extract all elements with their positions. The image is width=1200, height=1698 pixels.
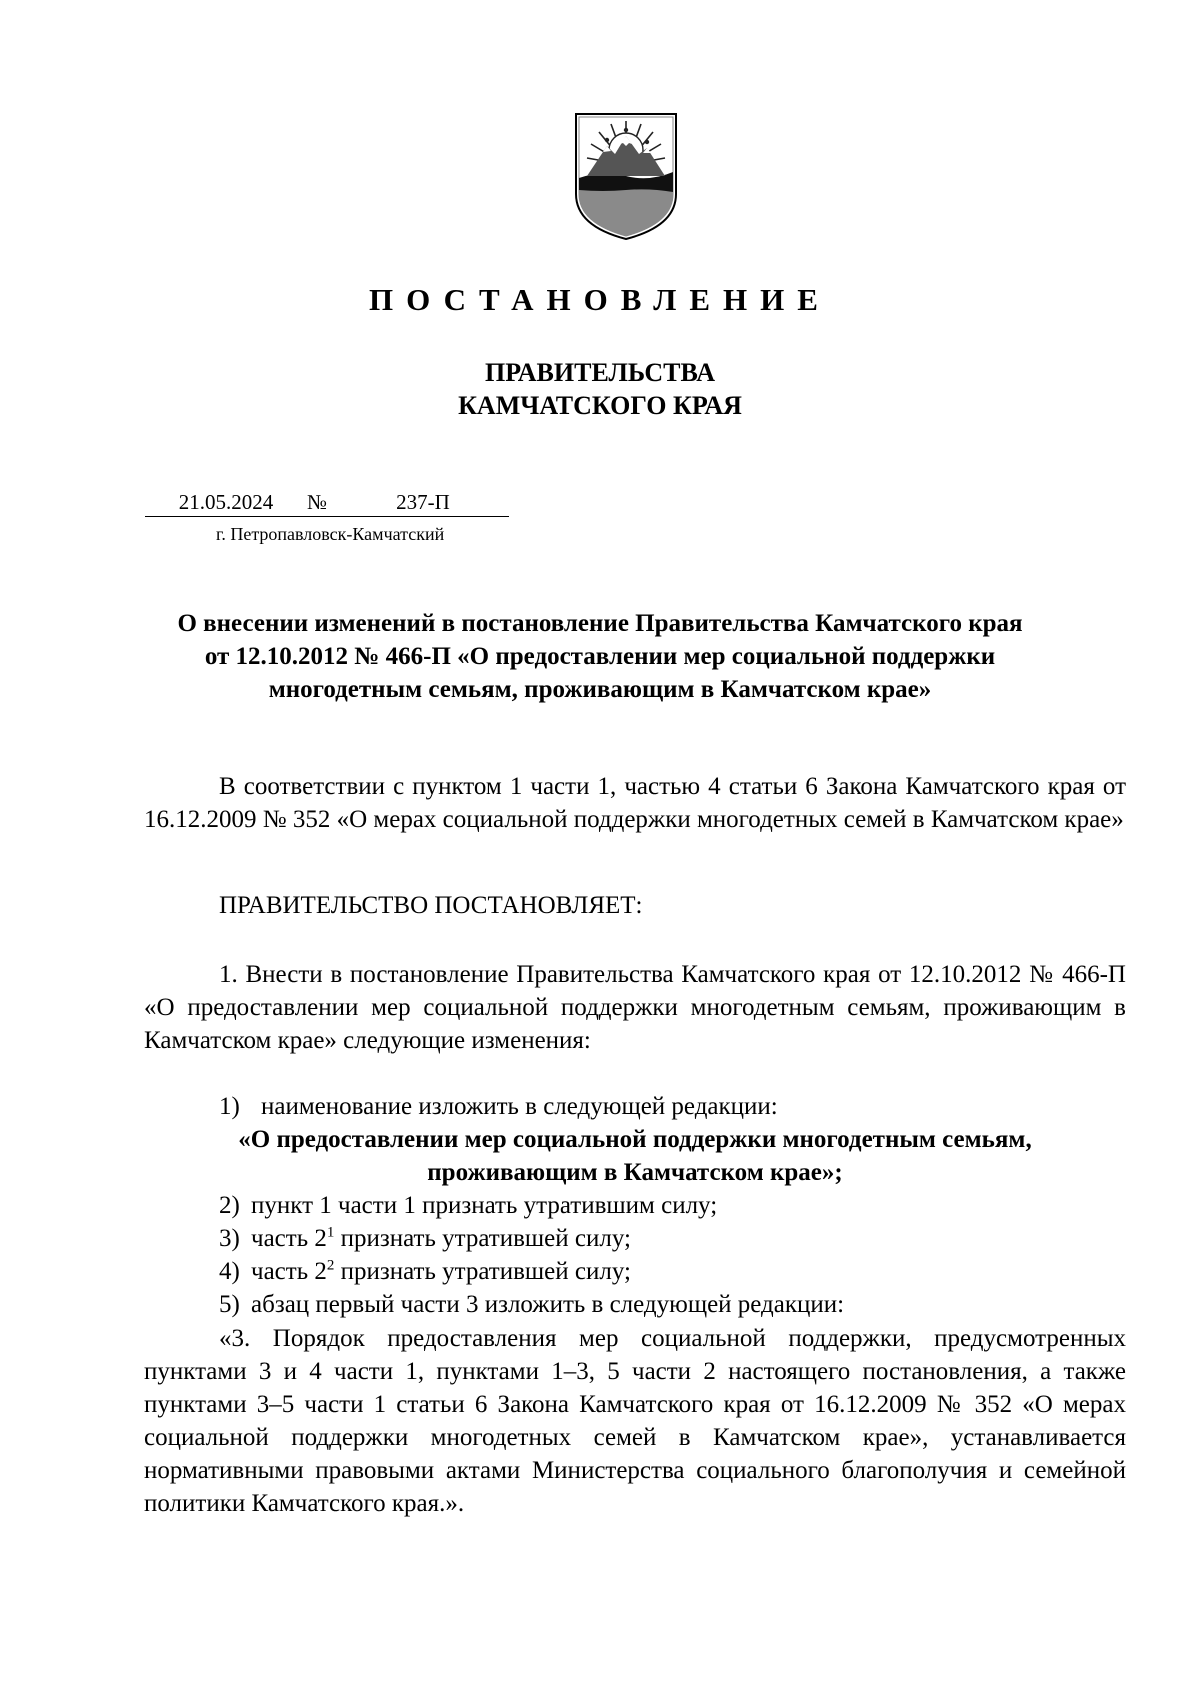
sub-item-1-text: наименование изложить в следующей редакции:: [261, 1093, 778, 1120]
item-1-paragraph: 1. Внести в постановление Правительства Камчатского края от 12.10.2012 № 466-П «О предоставлении мер социальной поддержки многодетным семьям, проживающим в Камчатском крае» следующие изменения:: [144, 961, 1126, 1054]
sub-item-5-text: абзац первый части 3 изложить в следующей редакции:: [251, 1291, 845, 1318]
subject-line-1: О внесении изменений в постановление Правительства Камчатского края: [177, 610, 1023, 637]
sub-item-4-rest: признать утратившей силу;: [334, 1258, 631, 1285]
sub-item-4-text: часть 2: [251, 1258, 327, 1285]
subject-line-2: от 12.10.2012 № 466-П «О предоставлении мер социальной поддержки: [204, 643, 996, 670]
subject-line-3: многодетным семьям, проживающим в Камчатском крае»: [268, 676, 932, 703]
sub-item-1: [144, 1090, 1126, 1123]
sub-item-3-text: часть 2: [251, 1225, 327, 1252]
sub-item-2-text: пункт 1 части 1 признать утратившим силу;: [251, 1192, 718, 1219]
kamchatka-coat-of-arms-icon: [573, 110, 679, 242]
issuing-authority: [0, 356, 1200, 422]
sub-item-2-number: 2): [219, 1192, 240, 1219]
document-date: 21.05.2024: [145, 490, 307, 517]
city-of-issue: г. Петропавловск-Камчатский: [216, 524, 445, 544]
sub-item-5: [144, 1288, 1126, 1321]
resolution-statement: ПРАВИТЕЛЬСТВО ПОСТАНОВЛЯЕТ:: [219, 892, 643, 919]
sub-item-4-number: 4): [219, 1258, 240, 1285]
document-number: 237-П: [337, 490, 509, 517]
sub-item-5-number: 5): [219, 1291, 240, 1318]
document-type-title: ПОСТАНОВЛЕНИЕ: [369, 282, 831, 317]
sub-item-4: [144, 1255, 1126, 1288]
new-part-3-paragraph: «3. Порядок предоставления мер социальной поддержки, предусмотренных пунктами 3 и 4 части 1, пунктами 1–3, 5 части 2 настоящего постановления, а также пунктами 3–5 части 1 статьи 6 Закона Камчатского края от 16.12.2009 № 352 «О мерах социальной поддержки многодетных семей в Камчатском крае», устанавливается нормативными правовыми актами Министерства социального благополучия и семейной политики Камчатского края.».: [144, 1325, 1126, 1517]
new-title-line-1: «О предоставлении мер социальной поддержки многодетным семьям,: [238, 1126, 1032, 1153]
preamble-paragraph: В соответствии с пунктом 1 части 1, частью 4 статьи 6 Закона Камчатского края от 16.12.2009 № 352 «О мерах социальной поддержки многодетных семей в Камчатском крае»: [144, 773, 1126, 833]
sub-item-4-superscript: 2: [326, 1257, 335, 1274]
number-sign: №: [307, 490, 337, 517]
document-subject: [130, 607, 1070, 706]
sub-item-3-number: 3): [219, 1225, 240, 1252]
sub-item-3-rest: признать утратившей силу;: [334, 1225, 631, 1252]
sub-item-3: [144, 1222, 1126, 1255]
authority-line-1: ПРАВИТЕЛЬСТВА: [485, 358, 715, 387]
sub-item-3-superscript: 1: [326, 1224, 335, 1241]
authority-line-2: КАМЧАТСКОГО КРАЯ: [458, 391, 742, 420]
sub-items-list: [144, 1090, 1126, 1321]
sub-item-1-number: 1): [219, 1093, 240, 1120]
new-title-line-2: проживающим в Камчатском крае»;: [427, 1159, 843, 1186]
sub-item-2: [144, 1189, 1126, 1222]
